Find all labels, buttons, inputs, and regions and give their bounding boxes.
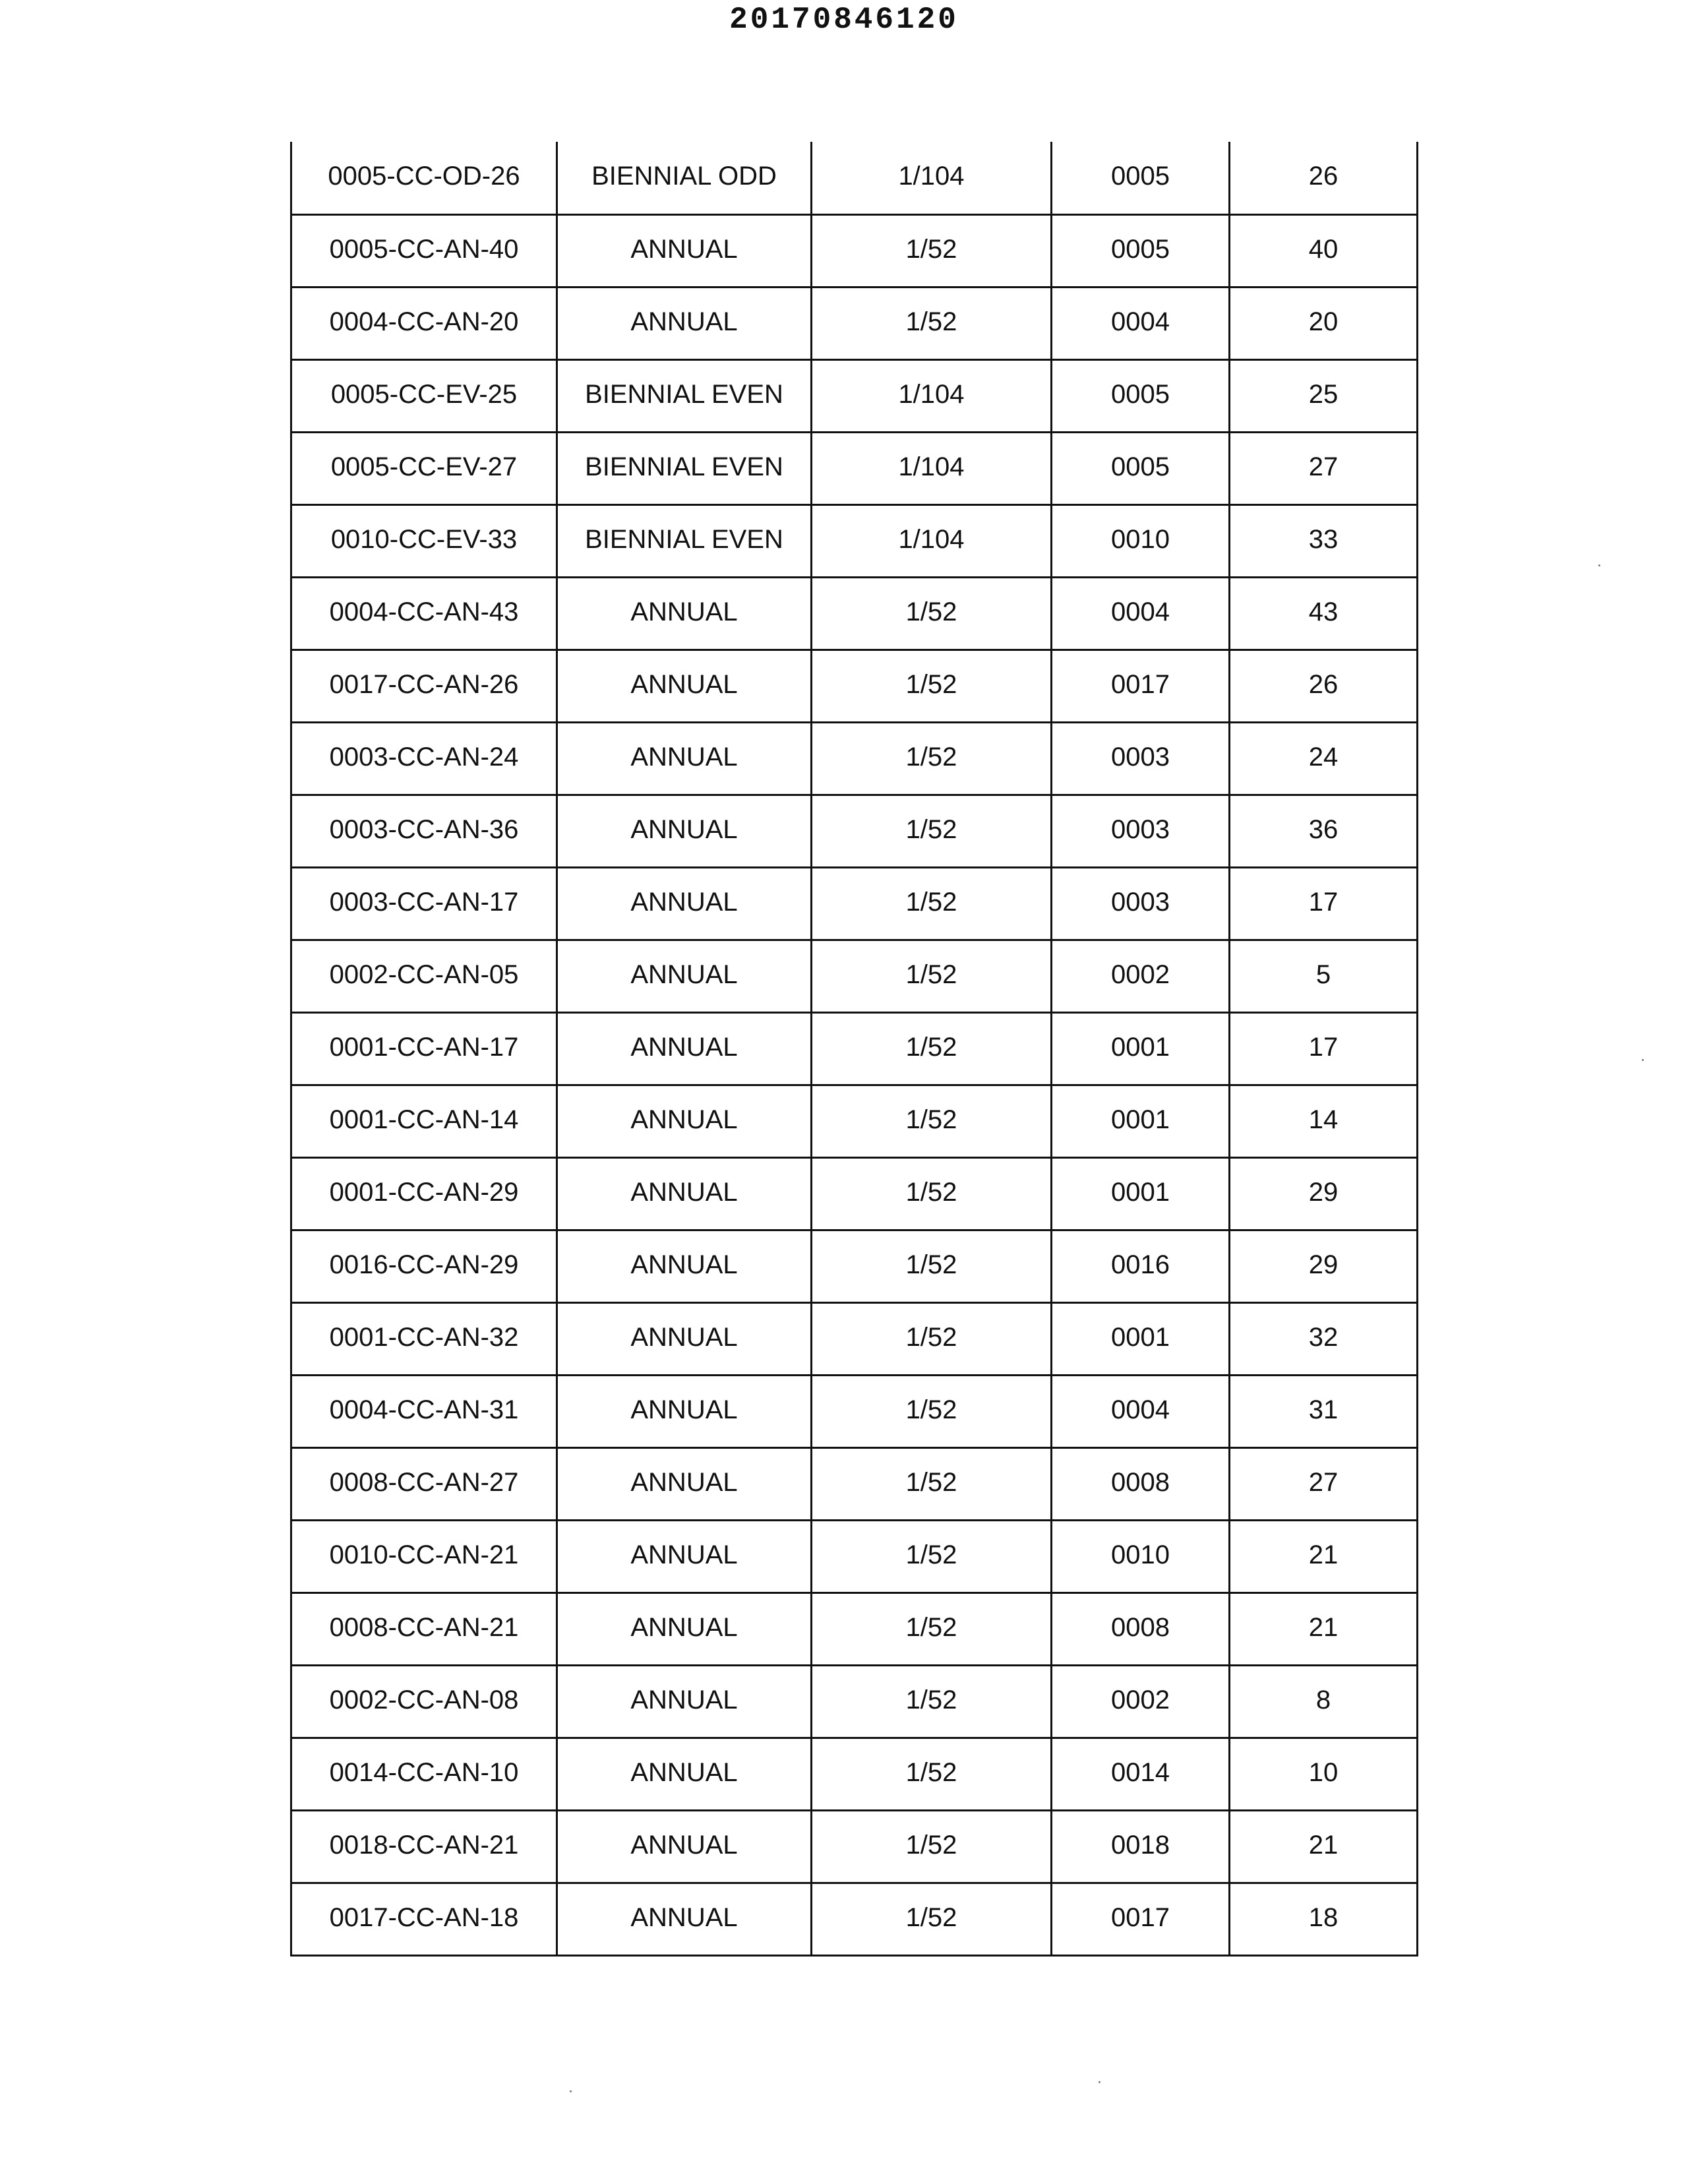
frequency-cell: ANNUAL	[557, 1810, 812, 1883]
ratio-cell: 1/52	[812, 1375, 1052, 1447]
frequency-cell: BIENNIAL EVEN	[557, 504, 812, 577]
code-cell: 0005	[1052, 214, 1230, 287]
record-id-cell: 0008-CC-AN-21	[291, 1592, 557, 1665]
code-cell: 0001	[1052, 1302, 1230, 1375]
table-row	[291, 1738, 1418, 1810]
frequency-cell: ANNUAL	[557, 1883, 812, 1955]
code-cell: 0004	[1052, 577, 1230, 650]
record-id-cell: 0004-CC-AN-20	[291, 287, 557, 359]
count-cell: 25	[1230, 359, 1418, 432]
frequency-cell: ANNUAL	[557, 1230, 812, 1302]
count-cell: 21	[1230, 1592, 1418, 1665]
frequency-cell: ANNUAL	[557, 940, 812, 1012]
frequency-cell: ANNUAL	[557, 214, 812, 287]
frequency-cell: ANNUAL	[557, 1375, 812, 1447]
frequency-cell: ANNUAL	[557, 1738, 812, 1810]
record-id-cell: 0008-CC-AN-27	[291, 1447, 557, 1520]
count-cell: 20	[1230, 287, 1418, 359]
record-id-cell: 0001-CC-AN-14	[291, 1085, 557, 1157]
count-cell: 21	[1230, 1810, 1418, 1883]
ratio-cell: 1/52	[812, 1447, 1052, 1520]
code-cell: 0010	[1052, 1520, 1230, 1592]
record-id-cell: 0003-CC-AN-17	[291, 867, 557, 940]
ratio-cell: 1/104	[812, 504, 1052, 577]
ratio-cell: 1/104	[812, 432, 1052, 504]
count-cell: 26	[1230, 650, 1418, 722]
frequency-cell: ANNUAL	[557, 1012, 812, 1085]
count-cell: 31	[1230, 1375, 1418, 1447]
table-row	[291, 1520, 1418, 1592]
count-cell: 5	[1230, 940, 1418, 1012]
frequency-cell: ANNUAL	[557, 722, 812, 795]
code-cell: 0001	[1052, 1157, 1230, 1230]
ratio-cell: 1/104	[812, 142, 1052, 214]
frequency-cell: BIENNIAL EVEN	[557, 359, 812, 432]
frequency-cell: ANNUAL	[557, 867, 812, 940]
table-row	[291, 1810, 1418, 1883]
table-body	[291, 142, 1418, 1955]
record-id-cell: 0002-CC-AN-05	[291, 940, 557, 1012]
table-row	[291, 1592, 1418, 1665]
record-id-cell: 0003-CC-AN-36	[291, 795, 557, 867]
table-row	[291, 432, 1418, 504]
table-row	[291, 940, 1418, 1012]
code-cell: 0001	[1052, 1012, 1230, 1085]
frequency-cell: ANNUAL	[557, 1085, 812, 1157]
ratio-cell: 1/52	[812, 1738, 1052, 1810]
frequency-cell: ANNUAL	[557, 1447, 812, 1520]
table-row	[291, 722, 1418, 795]
frequency-cell: ANNUAL	[557, 1520, 812, 1592]
ratio-cell: 1/52	[812, 1810, 1052, 1883]
record-id-cell: 0005-CC-EV-25	[291, 359, 557, 432]
count-cell: 8	[1230, 1665, 1418, 1738]
scan-speck	[1642, 1059, 1644, 1061]
ratio-cell: 1/52	[812, 1012, 1052, 1085]
code-cell: 0018	[1052, 1810, 1230, 1883]
scan-speck	[1099, 2081, 1100, 2083]
code-cell: 0002	[1052, 1665, 1230, 1738]
code-cell: 0008	[1052, 1592, 1230, 1665]
table-row	[291, 1085, 1418, 1157]
count-cell: 18	[1230, 1883, 1418, 1955]
code-cell: 0002	[1052, 940, 1230, 1012]
count-cell: 40	[1230, 214, 1418, 287]
count-cell: 29	[1230, 1230, 1418, 1302]
code-cell: 0017	[1052, 650, 1230, 722]
record-id-cell: 0001-CC-AN-29	[291, 1157, 557, 1230]
record-id-cell: 0004-CC-AN-43	[291, 577, 557, 650]
record-id-cell: 0004-CC-AN-31	[291, 1375, 557, 1447]
ratio-cell: 1/52	[812, 1230, 1052, 1302]
count-cell: 21	[1230, 1520, 1418, 1592]
frequency-cell: ANNUAL	[557, 1157, 812, 1230]
count-cell: 17	[1230, 867, 1418, 940]
code-cell: 0003	[1052, 795, 1230, 867]
table-row	[291, 650, 1418, 722]
record-id-cell: 0005-CC-OD-26	[291, 142, 557, 214]
record-id-cell: 0001-CC-AN-32	[291, 1302, 557, 1375]
count-cell: 24	[1230, 722, 1418, 795]
table-row	[291, 795, 1418, 867]
table-row	[291, 287, 1418, 359]
code-cell: 0005	[1052, 142, 1230, 214]
table-row	[291, 1447, 1418, 1520]
frequency-cell: BIENNIAL ODD	[557, 142, 812, 214]
count-cell: 43	[1230, 577, 1418, 650]
ratio-cell: 1/52	[812, 867, 1052, 940]
frequency-cell: BIENNIAL EVEN	[557, 432, 812, 504]
ratio-cell: 1/52	[812, 1592, 1052, 1665]
record-id-cell: 0003-CC-AN-24	[291, 722, 557, 795]
ratio-cell: 1/52	[812, 1520, 1052, 1592]
count-cell: 33	[1230, 504, 1418, 577]
table-row	[291, 1012, 1418, 1085]
scan-speck	[1598, 564, 1600, 566]
frequency-cell: ANNUAL	[557, 287, 812, 359]
ratio-cell: 1/52	[812, 1085, 1052, 1157]
ratio-cell: 1/52	[812, 795, 1052, 867]
table-row	[291, 1375, 1418, 1447]
record-id-cell: 0018-CC-AN-21	[291, 1810, 557, 1883]
table-row	[291, 1230, 1418, 1302]
code-cell: 0005	[1052, 359, 1230, 432]
count-cell: 32	[1230, 1302, 1418, 1375]
count-cell: 17	[1230, 1012, 1418, 1085]
code-cell: 0005	[1052, 432, 1230, 504]
code-cell: 0004	[1052, 1375, 1230, 1447]
record-id-cell: 0001-CC-AN-17	[291, 1012, 557, 1085]
frequency-cell: ANNUAL	[557, 1302, 812, 1375]
ratio-cell: 1/52	[812, 287, 1052, 359]
code-cell: 0008	[1052, 1447, 1230, 1520]
count-cell: 10	[1230, 1738, 1418, 1810]
code-cell: 0017	[1052, 1883, 1230, 1955]
count-cell: 27	[1230, 432, 1418, 504]
ratio-cell: 1/52	[812, 577, 1052, 650]
record-id-cell: 0017-CC-AN-26	[291, 650, 557, 722]
code-cell: 0004	[1052, 287, 1230, 359]
code-cell: 0014	[1052, 1738, 1230, 1810]
table-row	[291, 142, 1418, 214]
record-id-cell: 0014-CC-AN-10	[291, 1738, 557, 1810]
table-row	[291, 504, 1418, 577]
record-id-cell: 0010-CC-AN-21	[291, 1520, 557, 1592]
document-number: 20170846120	[729, 3, 959, 37]
record-id-cell: 0005-CC-AN-40	[291, 214, 557, 287]
ratio-cell: 1/52	[812, 1883, 1052, 1955]
count-cell: 26	[1230, 142, 1418, 214]
table-row	[291, 1665, 1418, 1738]
code-cell: 0016	[1052, 1230, 1230, 1302]
table-row	[291, 359, 1418, 432]
ratio-cell: 1/52	[812, 722, 1052, 795]
code-cell: 0010	[1052, 504, 1230, 577]
scan-speck	[570, 2090, 572, 2092]
schedule-table	[290, 142, 1418, 1957]
ratio-cell: 1/52	[812, 1302, 1052, 1375]
table-row	[291, 867, 1418, 940]
record-id-cell: 0016-CC-AN-29	[291, 1230, 557, 1302]
table-row	[291, 214, 1418, 287]
ratio-cell: 1/52	[812, 650, 1052, 722]
record-id-cell: 0002-CC-AN-08	[291, 1665, 557, 1738]
ratio-cell: 1/52	[812, 940, 1052, 1012]
count-cell: 29	[1230, 1157, 1418, 1230]
record-id-cell: 0005-CC-EV-27	[291, 432, 557, 504]
table-row	[291, 577, 1418, 650]
ratio-cell: 1/52	[812, 1157, 1052, 1230]
record-id-cell: 0017-CC-AN-18	[291, 1883, 557, 1955]
table-row	[291, 1157, 1418, 1230]
ratio-cell: 1/52	[812, 1665, 1052, 1738]
frequency-cell: ANNUAL	[557, 650, 812, 722]
record-id-cell: 0010-CC-EV-33	[291, 504, 557, 577]
count-cell: 36	[1230, 795, 1418, 867]
table-row	[291, 1883, 1418, 1955]
count-cell: 27	[1230, 1447, 1418, 1520]
frequency-cell: ANNUAL	[557, 1592, 812, 1665]
frequency-cell: ANNUAL	[557, 577, 812, 650]
count-cell: 14	[1230, 1085, 1418, 1157]
ratio-cell: 1/52	[812, 214, 1052, 287]
table-row	[291, 1302, 1418, 1375]
code-cell: 0001	[1052, 1085, 1230, 1157]
code-cell: 0003	[1052, 722, 1230, 795]
code-cell: 0003	[1052, 867, 1230, 940]
schedule-table-container	[290, 142, 1416, 1957]
frequency-cell: ANNUAL	[557, 795, 812, 867]
ratio-cell: 1/104	[812, 359, 1052, 432]
frequency-cell: ANNUAL	[557, 1665, 812, 1738]
